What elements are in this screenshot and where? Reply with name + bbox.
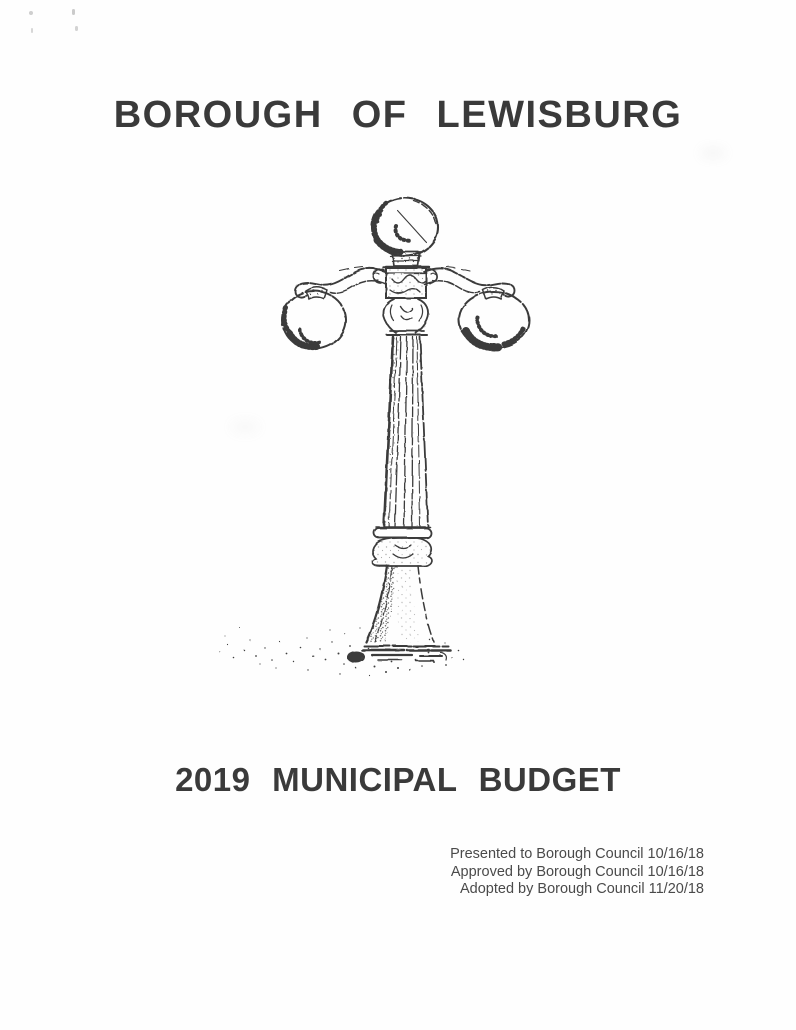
- right-globe: [459, 292, 529, 348]
- lamp-post-illustration: [210, 190, 550, 690]
- globe-neck: [390, 252, 421, 266]
- scan-speck: [31, 28, 33, 33]
- scan-speck: [29, 11, 33, 15]
- scan-smudge: [700, 148, 726, 158]
- scan-speck: [72, 9, 75, 15]
- credit-line-approved: Approved by Borough Council 10/16/18: [450, 863, 704, 880]
- budget-title: 2019 MUNICIPAL BUDGET: [175, 761, 621, 798]
- ground-stippling: [219, 627, 464, 676]
- credit-line-presented: Presented to Borough Council 10/16/18: [450, 846, 704, 862]
- lamp-column: [384, 337, 428, 527]
- column-neck-ornament: [383, 299, 428, 335]
- top-globe: [372, 198, 438, 256]
- column-base-collar: [373, 527, 432, 566]
- scan-speck: [75, 26, 78, 31]
- lamp-base: [347, 566, 450, 663]
- credit-line-adopted: Adopted by Borough Council 11/20/18: [460, 881, 704, 898]
- lamp-post-drawing: [210, 190, 550, 690]
- lamp-capital: [383, 267, 429, 298]
- left-globe: [282, 291, 346, 349]
- document-title: BOROUGH OF LEWISBURG: [113, 94, 683, 136]
- credits-block: [450, 846, 704, 899]
